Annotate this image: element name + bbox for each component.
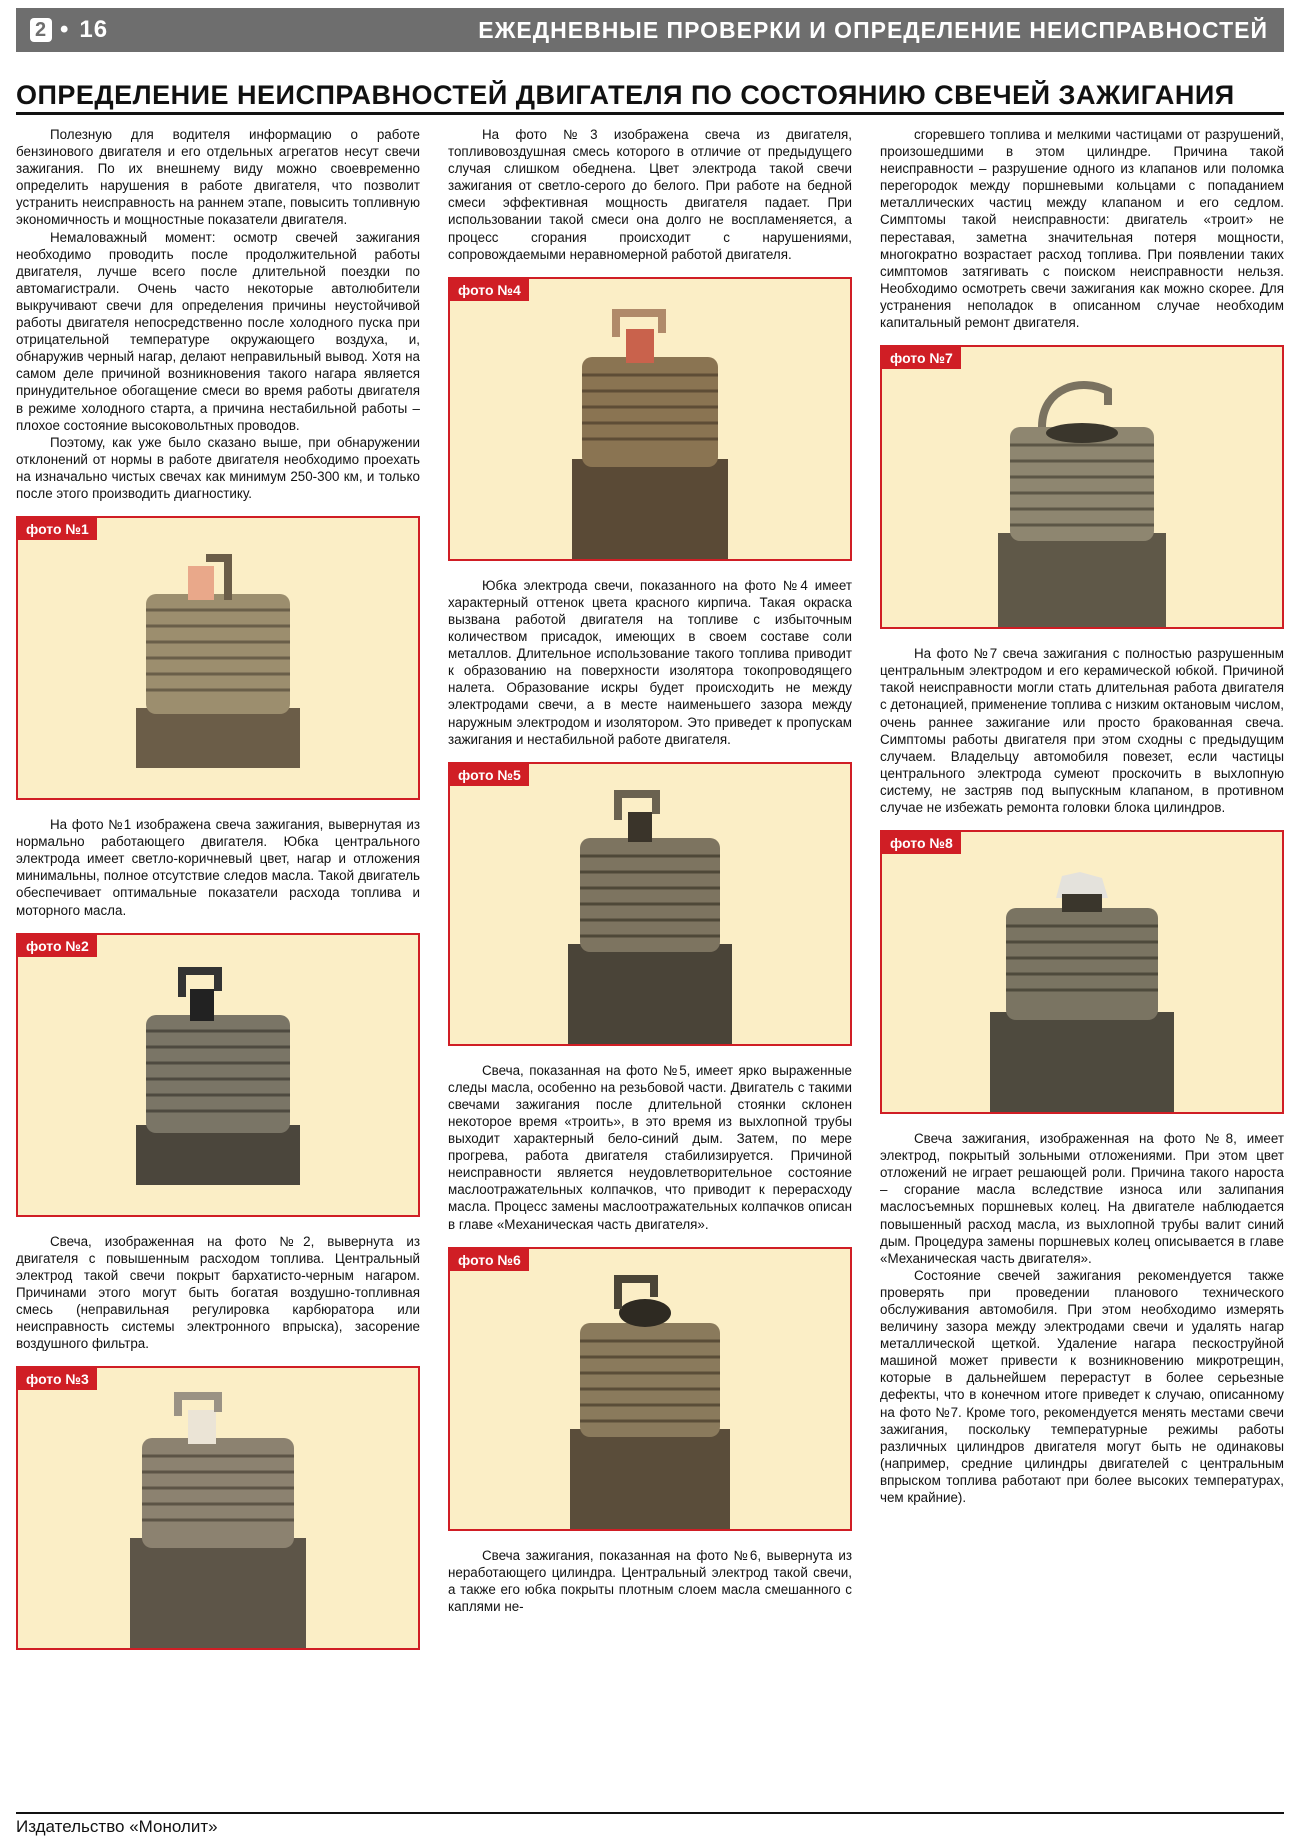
paragraph: Немаловажный момент: осмотр свечей зажигания необходимо проводить после продолжительной работы двигателя, лучше всего после длительной поездки по автомагистрали. Очень часто некоторые автолюбители выкручивают свечи для определения причины неустойчивой работы двигателя непосредственно после холодного пуска при отрицательной температуре окружающего воздуха, и, обнаружив черный нагар, делают неправильный вывод. Хотя на самом деле причиной возникновения такого нагара является принудительное обогащение смеси во время работы двигателя в режиме холодного старта, а причина нестабильной работы – плохое состояние высоковольтных проводов. — [16, 229, 420, 433]
publisher-footer: Издательство «Монолит» — [16, 1817, 218, 1836]
spark-plug-illustration — [882, 832, 1282, 1112]
photo-label: фото №3 — [18, 1368, 97, 1390]
photo-4 — [448, 277, 852, 561]
spark-plug-illustration — [18, 1368, 418, 1648]
photo-8 — [880, 830, 1284, 1114]
paragraph: Поэтому, как уже было сказано выше, при обнаружении отклонений от нормы в работе двигателя необходимо проехать на изначально чистых свечах как минимум 250-300 км, и только после этого производить диагностику. — [16, 434, 420, 501]
spark-plug-illustration — [882, 347, 1282, 627]
paragraph: Свеча зажигания, изображенная на фото №8, имеет электрод, покрытый зольными отложениями. При этом цвет отложений не играет решающей роли. Причина такого нароста – сгорание масла вследствие износа или залипания маслосъемных поршневых колец. На двигателе наблюдается повышенный расход масла, из выхлопной трубы валит синий дым. Процедура замены поршневых колец описывается в главе «Механическая часть двигателя». — [880, 1131, 1284, 1266]
photo-2 — [16, 933, 420, 1217]
photo-1 — [16, 516, 420, 800]
photo-label: фото №1 — [18, 518, 97, 540]
spark-plug-illustration — [450, 1249, 850, 1529]
spark-plug-illustration — [18, 518, 418, 798]
page-header — [16, 8, 1284, 52]
photo-7 — [880, 345, 1284, 629]
spark-plug-illustration — [450, 764, 850, 1044]
page-num: 16 — [79, 16, 109, 43]
text-column-1 — [16, 126, 420, 1666]
photo-label: фото №8 — [882, 832, 961, 854]
spark-plug-illustration — [450, 279, 850, 559]
article-title: ОПРЕДЕЛЕНИЕ НЕИСПРАВНОСТЕЙ ДВИГАТЕЛЯ ПО СОСТОЯНИЮ СВЕЧЕЙ ЗАЖИГАНИЯ — [16, 80, 1235, 110]
photo-6 — [448, 1247, 852, 1531]
paragraph: На фото №3 изображена свеча из двигателя, топливовоздушная смесь которого в отличие от предыдущего случая слишком обеднена. Цвет электрода такой свечи зажигания от светло-серого до белого. При работе на бедной смеси эффективная мощность двигателя падает. При использовании такой смеси она долго не воспламеняется, а процесс сгорания происходит с нарушениями, сопровождаемыми неравномерной работой двигателя. — [448, 127, 852, 262]
paragraph: Юбка электрода свечи, показанного на фото №4 имеет характерный оттенок цвета красного кирпича. Такая окраска вызвана работой двигателя на топливе с избыточным количеством присадок, имеющих в своем составе соли металлов. Длительное использование такого топлива приводит к образованию на поверхности изолятора токопроводящего налета. Образование искры будет происходить не между электродами свечи, а в месте наименьшего зазора между наружным электродом и изолятором. Это приведет к пропускам зажигания и нестабильной работе двигателя. — [448, 577, 852, 747]
paragraph: Свеча зажигания, показанная на фото №6, вывернута из неработающего цилиндра. Центральный электрод такой свечи, а также его юбка покрыты плотным слоем масла смешанного с каплями не- — [448, 1547, 852, 1614]
photo-label: фото №7 — [882, 347, 961, 369]
photo-label: фото №2 — [18, 935, 97, 957]
paragraph: Состояние свечей зажигания рекомендуется также проверять при проведении планового технического обслуживания автомобиля. При этом необходимо измерять величину зазора между электродами свечи и удалять нагар металлической щеткой. Удаление нагара пескоструйной машиной может привести к возникновению микротрещин, которые в дальнейшем перерастут в более серьезные дефекты, что в конечном итоге приведет к случаю, описанному на фото №7. Кроме того, рекомендуется менять местами свечи зажигания, поскольку температурные режимы работы различных цилиндров двигателя могут быть не одинаковы (например, средние цилиндры двигателей с центральным впрыском топлива работают при более высоких температурах, чем крайние). — [880, 1267, 1284, 1506]
spark-plug-illustration — [18, 935, 418, 1215]
paragraph: Свеча, изображенная на фото №2, вывернута из двигателя с повышенным расходом топлива. Центральный электрод такой свечи покрыт бархатисто-черным нагаром. Причинами этого могут быть богатая воздушно-топливная смесь (неправильная регулировка карбюратора или неисправность системы электронного впрыска), засорение воздушного фильтра. — [16, 1233, 420, 1352]
chapter-number: 2 — [30, 18, 52, 42]
page-number: 2 • 16 — [30, 16, 108, 44]
paragraph: сгоревшего топлива и мелкими частицами от разрушений, произошедшими в этом цилиндре. Причина такой неисправности – разрушение одного из клапанов или поломка перегородок между поршневыми кольцами с попаданием металлических частиц между клапаном и его седлом. Симптомы такой неисправности: двигатель «троит» не переставая, заметна значительная потеря мощности, многократно возрастает расход топлива. При появлении таких симптомов затягивать с поиском неисправности нельзя. Необходимо осмотреть свечи зажигания как можно скорее. Для устранения неполадок в описанном случае необходим капитальный ремонт двигателя. — [880, 127, 1284, 331]
paragraph: Свеча, показанная на фото №5, имеет ярко выраженные следы масла, особенно на резьбовой части. Двигатель с такими свечами зажигания после длительной стоянки склонен некоторое время «троить», в это время из выхлопной трубы выходит характерный бело-синий дым. Затем, по мере прогрева, работа двигателя стабилизируется. Причиной неисправности является неудовлетворительное состояние маслоотражательных колпачков, что приводит к перерасходу масла. Процесс замены маслоотражательных колпачков описан в главе «Механическая часть двигателя». — [448, 1062, 852, 1232]
paragraph: Полезную для водителя информацию о работе бензинового двигателя и его отдельных агрегатов несут свечи зажигания. По их внешнему виду можно своевременно определить нарушения в работе двигателя, что позволит устранить неисправность на раннем этапе, повысить топливную экономичность и мощностные показатели двигателя. — [16, 127, 420, 228]
text-column-2 — [448, 126, 852, 1615]
text-column-3 — [880, 126, 1284, 1506]
paragraph: На фото №7 свеча зажигания с полностью разрушенным центральным электродом и его керамической юбкой. Причиной такой неисправности могли стать длительная работа двигателя с детонацией, применение топлива с низким октановым числом, очень раннее зажигание или просто бракованная свеча. Симптомы работы двигателя при этом сходны с предыдущим случаем. Владельцу автомобиля повезет, если частицы центрального электрода сумеют проскочить в выхлопную систему, не застряв под выпускным клапаном, в противном случае не избежать ремонта головки блока цилиндров. — [880, 646, 1284, 815]
photo-label: фото №6 — [450, 1249, 529, 1271]
title-divider — [16, 112, 1284, 115]
photo-3 — [16, 1366, 420, 1650]
photo-5 — [448, 762, 852, 1046]
footer-divider — [16, 1812, 1284, 1814]
chapter-title: ЕЖЕДНЕВНЫЕ ПРОВЕРКИ И ОПРЕДЕЛЕНИЕ НЕИСПРАВНОСТЕЙ — [478, 16, 1268, 43]
photo-label: фото №5 — [450, 764, 529, 786]
paragraph: На фото №1 изображена свеча зажигания, вывернутая из нормально работающего двигателя. Юбка центрального электрода имеет светло-коричневый цвет, нагар и отложения минимальны, полное отсутствие следов масла. Такой двигатель обеспечивает оптимальные показатели расхода топлива и моторного масла. — [16, 817, 420, 918]
photo-label: фото №4 — [450, 279, 529, 301]
